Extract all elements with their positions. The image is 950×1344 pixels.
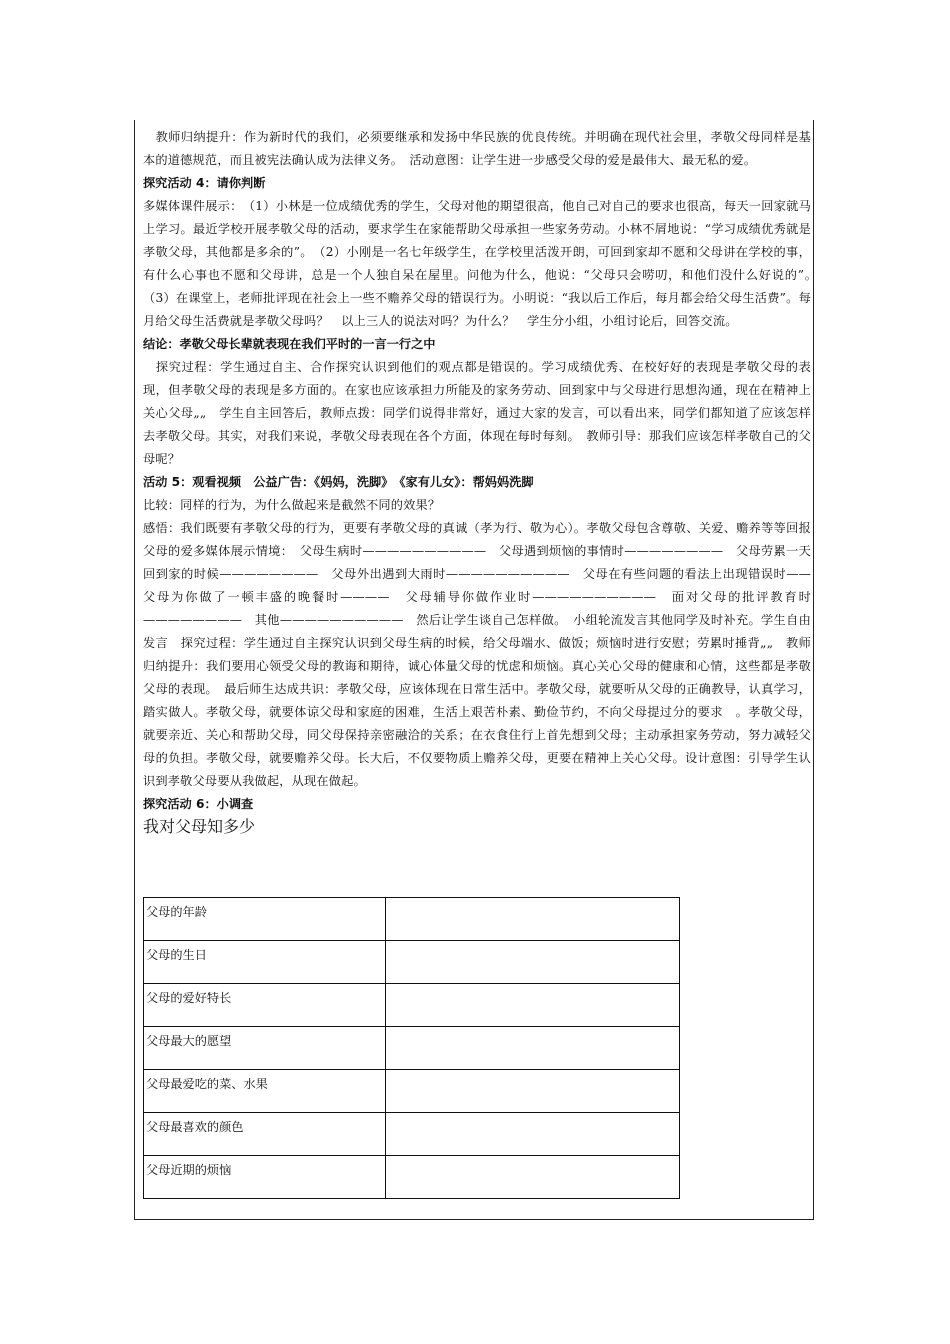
survey-question: 父母的生日 xyxy=(144,941,386,984)
table-row xyxy=(144,941,680,984)
paragraph: 探究过程：学生通过自主、合作探究认识到他们的观点都是错误的。学习成绩优秀、在校好好的表现是孝敬父母的表现，但孝敬父母的表现是多方面的。在家也应该承担力所能及的家务劳动、回到家中与父母进行思想沟通，现在在精神上关心父母„„ 学生自主回答后，教师点拨：同学们说得非常好，通过大家的发言，可以看出来，同学们都知道了应该怎样去孝敬父母。其实，对我们来说，孝敬父母表现在各个方面，体现在每时每刻。 教师引导：那我们应该怎样孝敬自己的父母呢？ xyxy=(143,360,811,466)
survey-question: 父母近期的烦恼 xyxy=(144,1156,386,1199)
table-row xyxy=(144,898,680,941)
survey-title: 我对父母知多少 xyxy=(143,817,256,836)
section-heading: 活动 5：观看视频 公益广告：《妈妈，洗脚》 《家有儿女》：帮妈妈洗脚 xyxy=(143,475,534,489)
table-row xyxy=(144,1027,680,1070)
survey-answer-cell[interactable] xyxy=(386,1027,680,1070)
table-row xyxy=(144,1070,680,1113)
survey-answer-cell[interactable] xyxy=(386,984,680,1027)
paragraph: 多媒体课件展示： （1）小林是一位成绩优秀的学生，父母对他的期望很高，他自己对自己的要求也很高，每天一回家就马上学习。最近学校开展孝敬父母的活动，要求学生在家能帮助父母承担一些家务劳动。小林不屑地说：“学习成绩优秀就是孝敬父母，其他都是多余的”。 （2）小刚是一名七年级学生，在学校里活泼开朗，可回到家却不愿和父母讲在学校的事，有什么心事也不愿和父母讲，总是一个人独自呆在屋里。问他为什么，他说：“父母只会唠叨，和他们没什么好说的”。 （3）在课堂上，老师批评现在社会上一些不赡养父母的错误行为。小明说：“我以后工作后，每月都会给父母生活费”。每月给父母生活费就是孝敬父母吗？ 以上三人的说法对吗？为什么？ 学生分小组，小组讨论后，回答交流。 xyxy=(143,199,824,328)
survey-question: 父母的爱好特长 xyxy=(144,984,386,1027)
survey-answer-cell[interactable] xyxy=(386,941,680,984)
section-heading: 探究活动 4：请你判断 xyxy=(143,176,266,190)
survey-question: 父母最大的愿望 xyxy=(144,1027,386,1070)
table-row xyxy=(144,1156,680,1199)
survey-question: 父母最爱吃的菜、水果 xyxy=(144,1070,386,1113)
survey-question: 父母的年龄 xyxy=(144,898,386,941)
section-heading: 结论：孝敬父母长辈就表现在我们平时的一言一行之中 xyxy=(143,337,436,351)
survey-question: 父母最喜欢的颜色 xyxy=(144,1113,386,1156)
paragraph: 感悟：我们既要有孝敬父母的行为，更要有孝敬父母的真诚（孝为行、敬为心）。孝敬父母包含尊敬、关爱、赡养等等回报父母的爱多媒体展示情境： 父母生病时—————————— 父母遇到烦恼的事情时———————— 父母劳累一天回到家的时候———————— 父母外出遇到大雨时—————————— 父母在有些问题的看法上出现错误时—— 父母为你做了一顿丰盛的晚餐时———— 父母辅导你做作业时—————————— 面对父母的批评教育时———————— 其他—————————— 然后让学生谈自己怎样做。 小组轮流发言其他同学及时补充。学生自由发言 探究过程：学生通过自主探究认识到父母生病的时候，给父母端水、做饭；烦恼时进行安慰；劳累时捶背„„ 教师归纳提升：我们要用心领受父母的教诲和期待，诚心体量父母的忧虑和烦恼。真心关心父母的健康和心情，这些都是孝敬父母的表现。 最后师生达成共识：孝敬父母，应该体现在日常生活中。孝敬父母，就要听从父母的正确教导，认真学习，踏实做人。孝敬父母，就要体谅父母和家庭的困难，生活上艰苦朴素、勤俭节约，不向父母提过分的要求 。孝敬父母，就要亲近、关心和帮助父母，同父母保持亲密融洽的关系；在衣食住行上首先想到父母；主动承担家务劳动，努力减轻父母的负担。孝敬父母，就要赡养父母。长大后，不仅要物质上赡养父母，更要在精神上关心父母。设计意图：引导学生认识到孝敬父母要从我做起，从现在做起。 xyxy=(143,521,824,788)
survey-answer-cell[interactable] xyxy=(386,898,680,941)
survey-table xyxy=(143,897,680,1199)
paragraph: 教师归纳提升：作为新时代的我们，必须要继承和发扬中华民族的优良传统。并明确在现代社会里，孝敬父母同样是基本的道德规范，而且被宪法确认成为法律义务。 活动意图：让学生进一步感受父母的爱是最伟大、最无私的爱。 xyxy=(143,130,811,167)
lesson-content xyxy=(143,126,824,838)
paragraph: 比较：同样的行为，为什么做起来是截然不同的效果？ xyxy=(143,498,441,512)
table-row xyxy=(144,1113,680,1156)
table-row xyxy=(144,984,680,1027)
section-heading: 探究活动 6：小调查 xyxy=(143,797,254,811)
survey-answer-cell[interactable] xyxy=(386,1156,680,1199)
survey-answer-cell[interactable] xyxy=(386,1113,680,1156)
survey-answer-cell[interactable] xyxy=(386,1070,680,1113)
